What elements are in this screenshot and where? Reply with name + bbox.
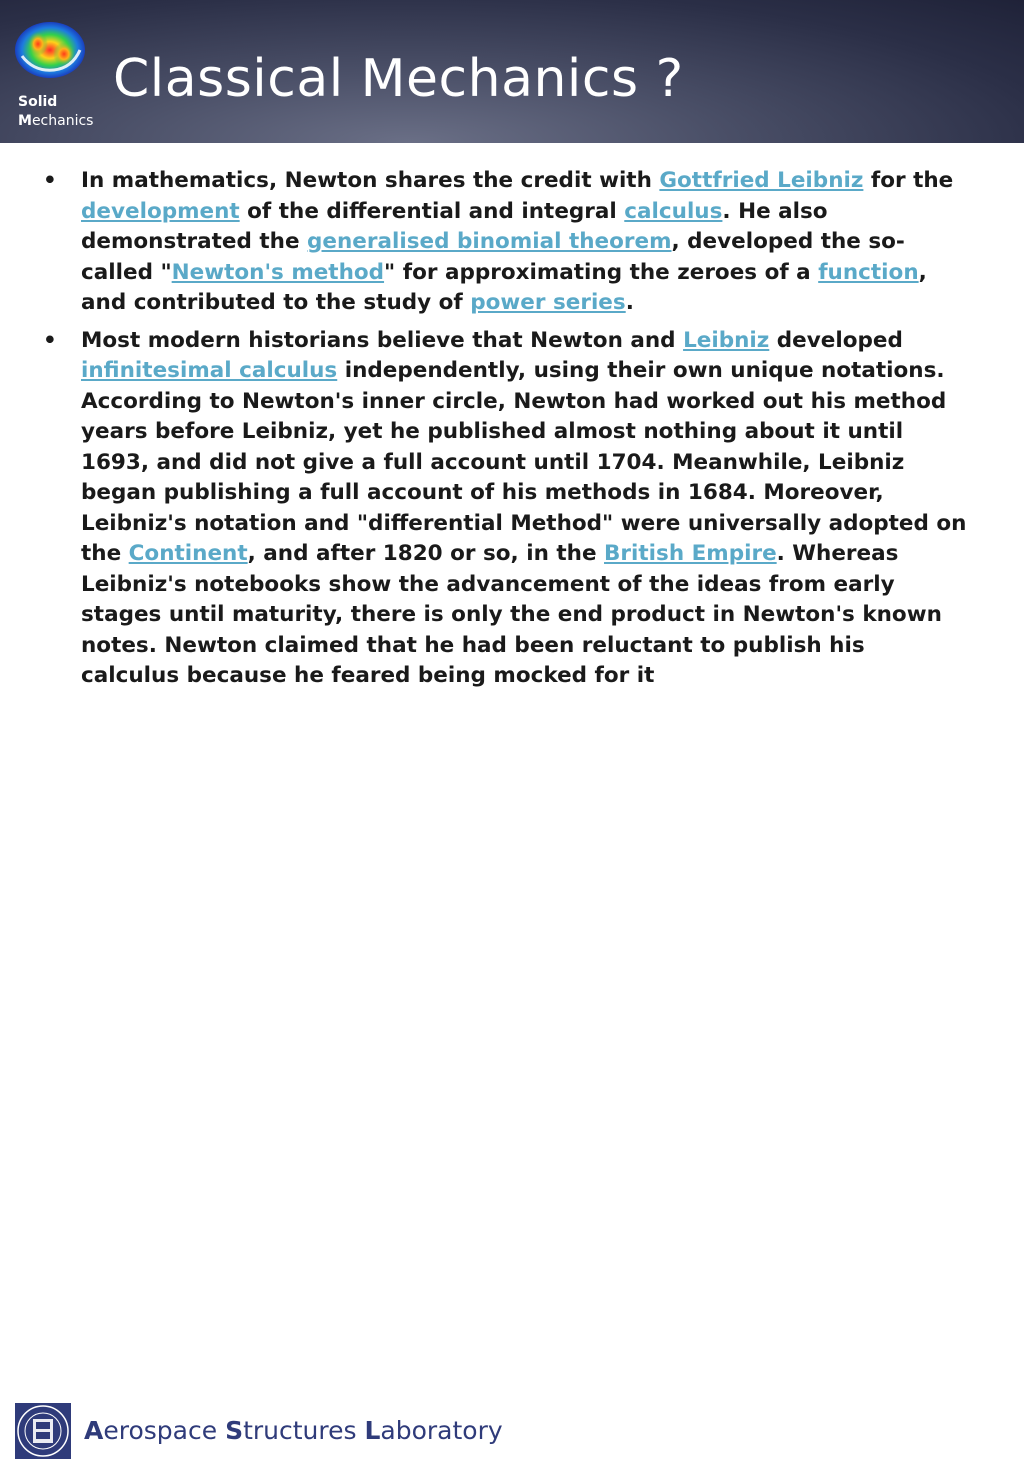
lab-initial-a: A: [84, 1416, 104, 1445]
lab-initial-l: L: [364, 1416, 381, 1445]
bullet-item-1: [40, 166, 970, 319]
link-continent[interactable]: Continent: [128, 541, 248, 566]
text-segment: " for approximating the zeroes of a: [384, 259, 819, 285]
text-segment: for the: [863, 168, 954, 193]
text-segment: Most modern historians believe that Newton and: [81, 327, 684, 353]
bullet-text-1: [81, 168, 953, 315]
link-generalised-binomial-theorem[interactable]: generalised binomial theorem: [307, 229, 672, 254]
link-infinitesimal-calculus[interactable]: infinitesimal calculus: [81, 358, 338, 383]
text-segment: In mathematics, Newton shares the credit with: [81, 168, 660, 193]
brand-line2-initial: M: [18, 113, 32, 129]
lab-text: erospace: [103, 1416, 226, 1445]
text-segment: , and contributed to the study of: [81, 259, 927, 315]
link-calculus[interactable]: calculus: [624, 198, 723, 224]
brand-line1: Solid: [18, 94, 58, 110]
slide-title: Classical Mechanics ?: [113, 49, 684, 109]
lab-text: tructures: [243, 1416, 365, 1445]
brand-label: [18, 93, 93, 131]
link-british-empire[interactable]: British Empire: [604, 541, 777, 566]
lab-text: aboratory: [380, 1416, 503, 1445]
slide-footer: [0, 700, 1024, 1445]
text-segment: .: [625, 290, 634, 315]
text-segment: , and after 1820 or so, in the: [247, 541, 605, 566]
lab-initial-s: S: [225, 1416, 244, 1445]
bullet-text-2: [81, 328, 966, 689]
link-newtons-method[interactable]: Newton's method: [171, 259, 385, 285]
solid-mechanics-logo-icon: [14, 20, 86, 80]
text-segment: . He also demonstrated the: [81, 198, 828, 254]
link-development[interactable]: development: [81, 198, 240, 224]
link-function[interactable]: function: [818, 259, 919, 285]
text-segment: developed: [769, 327, 903, 353]
text-segment: . Whereas Leibniz's notebooks show the advancement of the ideas from early stages until maturity, there is only the end product in Newton's known notes. Newton claimed that he had been reluctant to publish his calculus because he feared being mocked for it: [81, 541, 942, 688]
bullet-dot: •: [43, 168, 57, 193]
bullet-dot: •: [43, 327, 57, 353]
link-power-series[interactable]: power series: [470, 290, 626, 315]
university-seal-icon: [15, 1403, 71, 1459]
text-segment: independently, using their own unique notations. According to Newton's inner circle, Newton had worked out his method years before Leibniz, yet he published almost nothing about it until 1693, and did not give a full account until 1704. Meanwhile, Leibniz began publishing a full account of his methods in 1684. Moreover, Leibniz's notation and "differential Method" were universally adopted on the: [81, 358, 967, 566]
brand-line2-rest: echanics: [31, 113, 94, 129]
bullet-item-2: [40, 326, 970, 692]
text-segment: of the differential and integral: [239, 198, 625, 224]
link-leibniz[interactable]: Leibniz: [683, 327, 770, 353]
text-segment: , developed the so-called ": [81, 229, 905, 285]
laboratory-name: [84, 1416, 503, 1445]
bullet-list: [40, 166, 970, 699]
link-gottfried-leibniz[interactable]: Gottfried Leibniz: [659, 168, 864, 193]
slide-header: [0, 0, 1024, 143]
